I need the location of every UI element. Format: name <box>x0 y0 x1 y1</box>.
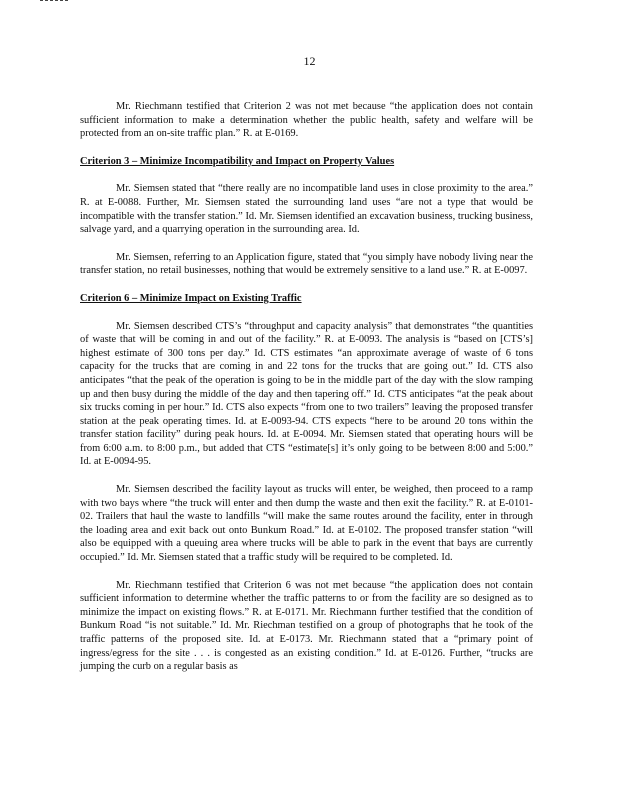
paragraph: Mr. Siemsen stated that “there really are no incompatible land uses in close proximity to the area.” R. at E-0088. Further, Mr. Siemsen stated the surrounding land uses “are not a type that would be incompatible with the transfer station.” Id. Mr. Siemsen identified an excavation business, trucking business, salvage yard, and a quarrying operation in the surrounding area. Id. <box>80 183 533 236</box>
paragraph: Mr. Riechmann testified that Criterion 6 was not met because “the application does not contain sufficient information to determine whether the traffic patterns to or from the facility are so designed as to minimize the impact on existing flows.” R. at E-0171. Mr. Riechmann further testified that the condition of Bunkum Road “is not suitable.” Id. Mr. Riechman testified on a group of photographs that he took of the traffic patterns of the proposed site. Id. at E-0173. Mr. Riechmann stated that a “primary point of ingress/egress for the site . . . is congested as an existing condition.” Id. at E-0126. Further, “trucks are jumping the curb on a regular basis as <box>80 579 533 673</box>
section-heading-criterion-3: Criterion 3 – Minimize Incompatibility and Impact on Property Values <box>80 155 395 167</box>
paragraph: Mr. Siemsen described the facility layout as trucks will enter, be weighed, then proceed to a ramp with two bays where “the truck will enter and then dump the waste and then exit the facility.” R. at E-0101-02. Trailers that haul the waste to landfills “will make the same routes around the facility, enter in through the loading area and exit back out onto Bunkum Road.” Id. at E-0102. The proposed transfer station “will also be equipped with a queuing area where trucks will be able to park in the event that bays are currently occupied.” Id. Mr. Siemsen stated that a traffic study will be required to be completed. Id. <box>80 484 533 564</box>
document-body <box>80 100 533 688</box>
section-heading-criterion-6: Criterion 6 – Minimize Impact on Existing Traffic <box>80 292 302 304</box>
paragraph: Mr. Siemsen described CTS’s “throughput and capacity analysis” that demonstrates “the quantities of waste that will be coming in and out of the facility.” R. at E-0093. The analysis is “based on [CTS’s] highest estimate of 300 tons per day.” Id. CTS estimates “an approximate average of waste of 6 tons capacity for the trucks that are coming in and 22 tons for the trucks that are going out.” Id. CTS also anticipates “that the peak of the operation is going to be in the middle part of the day with the slow ramping up and then busy during the middle of the day and then tapering off.” Id. CTS anticipates “at the peak about six trucks coming in per hour.” Id. CTS also expects “from one to two trailers” leaving the proposed transfer station at the peak operating times. Id. at E-0093-94. CTS expects “here to be around 20 tons within the transfer station facility” during peak hours. Id. at E-0094. Mr. Siemsen stated that operating hours will be from 6:00 a.m. to 8:00 p.m., but added that CTS “estimate[s] it’s only going to be between 8:00 and 5:00.” Id. at E-0094-95. <box>80 320 533 468</box>
scan-corner-mark <box>40 0 68 1</box>
paragraph: Mr. Riechmann testified that Criterion 2 was not met because “the application does not contain sufficient information to make a determination whether the public health, safety and welfare will be protected from an on-site traffic plan.” R. at E-0169. <box>80 101 533 140</box>
page-number: 12 <box>303 54 316 68</box>
paragraph: Mr. Siemsen, referring to an Application figure, stated that “you simply have nobody living near the transfer station, no retail businesses, nothing that would be extremely sensitive to a land use.” R. at E-0097. <box>80 251 533 277</box>
